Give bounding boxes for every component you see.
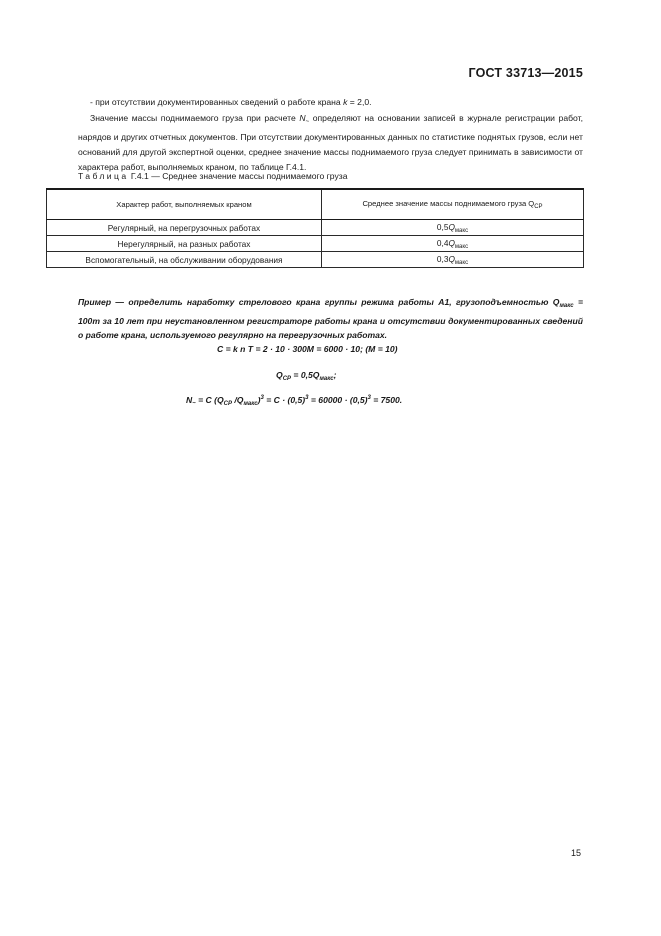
caption-title: Г.4.1 — Среднее значение массы поднимаемого груза xyxy=(128,171,348,181)
formula-c: C = k n T = 2 · 10 · 300M = 6000 · 10; (M = 10) xyxy=(217,344,398,354)
cell-coef xyxy=(322,236,584,252)
cell-work: Регулярный, на перегрузочных работах xyxy=(47,220,322,236)
mass-table xyxy=(46,188,584,268)
f2-b: = 0,5Q xyxy=(291,370,320,380)
sym: Q xyxy=(448,237,455,248)
f3-sup: 3 xyxy=(260,395,264,401)
table-row xyxy=(47,220,584,236)
f3-g: = 7500. xyxy=(370,395,403,405)
example-sub: макс xyxy=(559,303,574,309)
table-header-row xyxy=(47,189,584,220)
var-k: k xyxy=(343,97,348,107)
mass-text-a: Значение массы поднимаемого груза при расчете xyxy=(90,113,300,123)
cell-coef xyxy=(322,220,584,236)
cell-coef xyxy=(322,252,584,268)
cell-work: Вспомогательный, на обслуживании оборудования xyxy=(47,252,322,268)
f2-sub2: макс xyxy=(319,376,334,382)
page-number: 15 xyxy=(570,848,581,858)
coef: 0,5 xyxy=(436,221,449,232)
f3-sub: ~ xyxy=(192,401,196,407)
sub: макс xyxy=(454,243,469,250)
header-mean-mass xyxy=(322,189,584,220)
sub: макс xyxy=(454,259,469,266)
formula-qcp xyxy=(276,370,337,382)
f3-a: N xyxy=(186,395,193,405)
table-row xyxy=(47,236,584,252)
mass-text-b: определяют на основании записей в журнале регистрации работ, нарядов и других отчетных документов. При отсутствии документированных данных по статистике поднятых грузов, если нет оснований для другой экспертной оценки, среднее значение массы поднимаемого груза следует принимать в зависимости от характера работ, выполняемых краном, по таблице Г.4.1. xyxy=(78,113,583,172)
f3-e: = C · (0,5) xyxy=(263,395,306,405)
condition-text: при отсутствии документированных сведений о работе крана xyxy=(95,97,344,107)
example-paragraph xyxy=(78,295,583,343)
var-n-sub: ~ xyxy=(305,119,310,125)
f3-sub2: CP xyxy=(223,401,233,407)
f2-c: ; xyxy=(333,370,337,380)
f2-a: Q xyxy=(276,370,283,380)
paragraph-mass xyxy=(78,111,583,175)
f3-sub3: макс xyxy=(243,401,258,407)
paragraph-condition xyxy=(78,95,583,110)
header-mean-mass-text: Среднее значение массы поднимаемого груза Q xyxy=(362,199,535,208)
coef: 0,3 xyxy=(436,253,449,264)
formula-n xyxy=(186,395,402,407)
document-code: ГОСТ 33713—2015 xyxy=(468,66,583,80)
f3-c: /Q xyxy=(232,395,244,405)
caption-label: Таблица xyxy=(78,171,129,181)
f3-f: = 60000 · (0,5) xyxy=(308,395,368,405)
f2-sub: CP xyxy=(282,376,292,382)
header-mean-mass-sub: СР xyxy=(534,204,543,210)
dash: - xyxy=(90,97,93,107)
f3-sup3: 3 xyxy=(367,395,371,401)
f3-sup2: 3 xyxy=(305,395,309,401)
example-text-a: Пример — определить наработку стрелового крана группы режима работы А1, грузоподъемностью Q xyxy=(78,297,560,307)
sub: макс xyxy=(454,227,469,234)
f3-b: = C (Q xyxy=(195,395,224,405)
condition-tail: = 2,0. xyxy=(347,97,372,107)
table-caption xyxy=(78,171,347,181)
var-n: N xyxy=(299,113,306,123)
cell-work: Нерегулярный, на разных работах xyxy=(47,236,322,252)
header-work-type: Характер работ, выполняемых краном xyxy=(47,189,322,220)
table-row xyxy=(47,252,584,268)
example-text-b: = 100т за 10 лет при неустановленном регистраторе работы крана и отсутствии документированных сведений о работе крана, используемого регулярно на перегрузочных работах. xyxy=(78,297,584,340)
f3-d: ) xyxy=(257,395,261,405)
sym: Q xyxy=(448,253,455,264)
coef: 0,4 xyxy=(436,237,449,248)
sym: Q xyxy=(448,221,455,232)
